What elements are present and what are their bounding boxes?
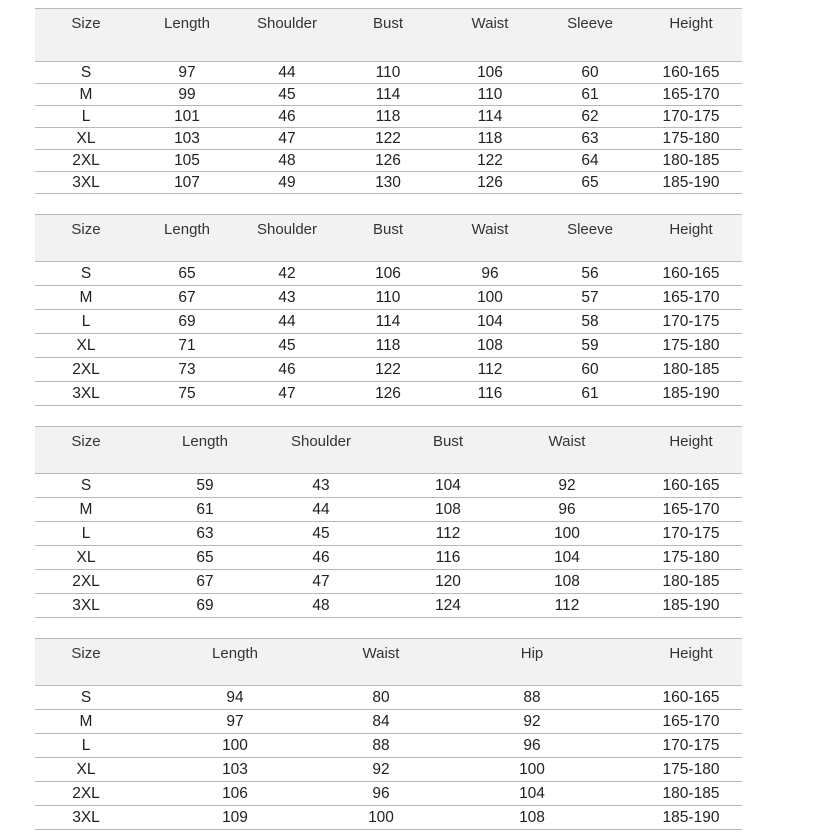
cell-waist: 96 [558,500,576,518]
cell-waist: 114 [477,107,503,125]
cell-bust: 118 [375,336,401,354]
table-row [35,150,742,172]
table-header [35,8,742,62]
cell-hip: 88 [523,688,541,706]
cell-height: 160-165 [662,476,720,494]
cell-shoulder: 47 [278,129,296,147]
cell-length: 73 [178,360,196,378]
cell-height: 180-185 [662,572,720,590]
cell-waist: 104 [477,312,503,330]
cell-shoulder: 48 [278,151,296,169]
table-row [35,128,742,150]
cell-sleeve: 57 [581,288,599,306]
cell-height: 170-175 [662,107,720,125]
cell-waist: 84 [372,712,390,730]
cell-bust: 114 [375,312,401,330]
cell-bust: 108 [435,500,461,518]
cell-waist: 112 [554,596,580,614]
cell-size: L [81,107,91,125]
column-header-length: Length [164,221,210,238]
cell-size: 3XL [72,173,100,191]
column-header-height: Height [669,645,713,662]
cell-height: 165-170 [662,712,720,730]
cell-waist: 92 [558,476,576,494]
cell-waist: 116 [477,384,503,402]
cell-shoulder: 47 [278,384,296,402]
cell-length: 63 [196,524,214,542]
cell-shoulder: 44 [312,500,330,518]
cell-waist: 88 [372,736,390,754]
column-header-waist: Waist [362,645,400,662]
cell-height: 175-180 [662,760,720,778]
column-header-shoulder: Shoulder [256,15,318,32]
cell-shoulder: 46 [278,107,296,125]
table-row [35,62,742,84]
column-header-length: Length [212,645,258,662]
cell-size: XL [76,129,96,147]
cell-height: 180-185 [662,151,720,169]
cell-length: 100 [222,736,248,754]
cell-length: 71 [178,336,196,354]
cell-height: 170-175 [662,312,720,330]
table-row [35,474,742,498]
cell-size: 2XL [72,151,100,169]
cell-size: 3XL [72,596,100,614]
column-header-bust: Bust [372,221,404,238]
cell-shoulder: 42 [278,264,296,282]
size-table-2 [35,214,742,406]
cell-hip: 92 [523,712,541,730]
table-row [35,382,742,406]
cell-size: 3XL [72,808,100,826]
cell-length: 59 [196,476,214,494]
cell-waist: 126 [477,173,503,191]
cell-waist: 108 [477,336,503,354]
cell-length: 97 [226,712,244,730]
cell-waist: 100 [368,808,394,826]
column-header-bust: Bust [372,15,404,32]
cell-bust: 110 [375,63,401,81]
size-table-3 [35,426,742,618]
column-header-waist: Waist [471,221,509,238]
cell-waist: 112 [477,360,503,378]
cell-size: 2XL [72,360,100,378]
table-row [35,570,742,594]
cell-shoulder: 43 [312,476,330,494]
column-header-bust: Bust [432,433,464,450]
table-row [35,358,742,382]
column-header-sleeve: Sleeve [567,15,613,32]
table-row [35,262,742,286]
table-header [35,638,742,686]
cell-bust: 114 [375,85,401,103]
table-row [35,546,742,570]
cell-length: 103 [222,760,248,778]
cell-length: 106 [222,784,248,802]
cell-height: 180-185 [662,784,720,802]
cell-sleeve: 60 [581,360,599,378]
cell-height: 180-185 [662,360,720,378]
cell-length: 69 [178,312,196,330]
cell-bust: 122 [375,129,401,147]
cell-size: S [80,476,92,494]
cell-bust: 126 [375,384,401,402]
cell-sleeve: 56 [581,264,599,282]
cell-bust: 116 [435,548,461,566]
cell-shoulder: 44 [278,312,296,330]
cell-waist: 96 [481,264,499,282]
cell-bust: 120 [435,572,461,590]
table-row [35,782,742,806]
cell-shoulder: 45 [278,85,296,103]
cell-size: S [80,688,92,706]
column-header-hip: Hip [520,645,544,662]
table-row [35,84,742,106]
cell-height: 170-175 [662,736,720,754]
cell-waist: 118 [477,129,503,147]
column-header-waist: Waist [548,433,586,450]
cell-length: 75 [178,384,196,402]
cell-height: 170-175 [662,524,720,542]
cell-size: M [79,712,93,730]
cell-bust: 126 [375,151,401,169]
cell-bust: 118 [375,107,401,125]
size-table-1 [35,8,742,194]
column-header-size: Size [71,221,101,238]
table-row [35,686,742,710]
column-header-length: Length [182,433,228,450]
column-header-sleeve: Sleeve [567,221,613,238]
cell-size: L [81,524,91,542]
cell-length: 97 [178,63,196,81]
column-header-shoulder: Shoulder [290,433,352,450]
cell-size: 3XL [72,384,100,402]
cell-height: 185-190 [662,596,720,614]
cell-waist: 108 [554,572,580,590]
cell-length: 65 [196,548,214,566]
cell-waist: 100 [477,288,503,306]
table-row [35,498,742,522]
cell-shoulder: 47 [312,572,330,590]
cell-bust: 112 [435,524,461,542]
cell-sleeve: 59 [581,336,599,354]
cell-waist: 110 [477,85,503,103]
column-header-size: Size [71,433,101,450]
table-row [35,594,742,618]
cell-shoulder: 43 [278,288,296,306]
cell-length: 61 [196,500,214,518]
cell-height: 165-170 [662,500,720,518]
cell-bust: 104 [435,476,461,494]
column-header-height: Height [669,221,713,238]
cell-shoulder: 45 [278,336,296,354]
cell-height: 160-165 [662,63,720,81]
cell-length: 94 [226,688,244,706]
cell-height: 175-180 [662,336,720,354]
cell-height: 160-165 [662,688,720,706]
cell-length: 109 [222,808,248,826]
cell-length: 105 [174,151,200,169]
cell-size: S [80,264,92,282]
column-header-size: Size [71,645,101,662]
cell-size: 2XL [72,784,100,802]
cell-sleeve: 62 [581,107,599,125]
table-row [35,734,742,758]
cell-shoulder: 45 [312,524,330,542]
cell-length: 65 [178,264,196,282]
table-header [35,426,742,474]
cell-shoulder: 49 [278,173,296,191]
cell-waist: 104 [554,548,580,566]
cell-sleeve: 60 [581,63,599,81]
table-header [35,214,742,262]
cell-shoulder: 46 [278,360,296,378]
table-row [35,806,742,830]
cell-bust: 110 [375,288,401,306]
table-row [35,334,742,358]
table-row [35,758,742,782]
cell-height: 175-180 [662,548,720,566]
cell-waist: 96 [372,784,390,802]
size-table-4 [35,638,742,830]
cell-hip: 96 [523,736,541,754]
cell-size: XL [76,336,96,354]
table-row [35,106,742,128]
cell-shoulder: 48 [312,596,330,614]
cell-height: 185-190 [662,808,720,826]
column-header-height: Height [669,433,713,450]
column-header-waist: Waist [471,15,509,32]
cell-size: L [81,736,91,754]
cell-length: 103 [174,129,200,147]
cell-sleeve: 58 [581,312,599,330]
column-header-height: Height [669,15,713,32]
cell-bust: 122 [375,360,401,378]
cell-height: 185-190 [662,173,720,191]
cell-hip: 100 [519,760,545,778]
cell-height: 175-180 [662,129,720,147]
cell-hip: 108 [519,808,545,826]
column-header-length: Length [164,15,210,32]
table-row [35,522,742,546]
cell-length: 69 [196,596,214,614]
cell-length: 99 [178,85,196,103]
cell-sleeve: 61 [581,384,599,402]
cell-shoulder: 46 [312,548,330,566]
cell-bust: 106 [375,264,401,282]
table-row [35,310,742,334]
cell-bust: 130 [375,173,401,191]
table-row [35,172,742,194]
column-header-size: Size [71,15,101,32]
cell-length: 67 [178,288,196,306]
cell-length: 107 [174,173,200,191]
cell-waist: 106 [477,63,503,81]
cell-height: 165-170 [662,85,720,103]
cell-size: M [79,85,93,103]
cell-hip: 104 [519,784,545,802]
table-row [35,710,742,734]
cell-height: 165-170 [662,288,720,306]
cell-height: 185-190 [662,384,720,402]
cell-sleeve: 63 [581,129,599,147]
column-header-shoulder: Shoulder [256,221,318,238]
cell-height: 160-165 [662,264,720,282]
cell-length: 101 [174,107,200,125]
cell-length: 67 [196,572,214,590]
cell-waist: 122 [477,151,503,169]
cell-sleeve: 64 [581,151,599,169]
cell-sleeve: 65 [581,173,599,191]
cell-size: 2XL [72,572,100,590]
cell-size: M [79,288,93,306]
cell-size: S [80,63,92,81]
cell-waist: 92 [372,760,390,778]
cell-sleeve: 61 [581,85,599,103]
cell-size: M [79,500,93,518]
cell-shoulder: 44 [278,63,296,81]
table-row [35,286,742,310]
cell-waist: 100 [554,524,580,542]
cell-bust: 124 [435,596,461,614]
cell-size: XL [76,548,96,566]
cell-size: XL [76,760,96,778]
cell-waist: 80 [372,688,390,706]
cell-size: L [81,312,91,330]
